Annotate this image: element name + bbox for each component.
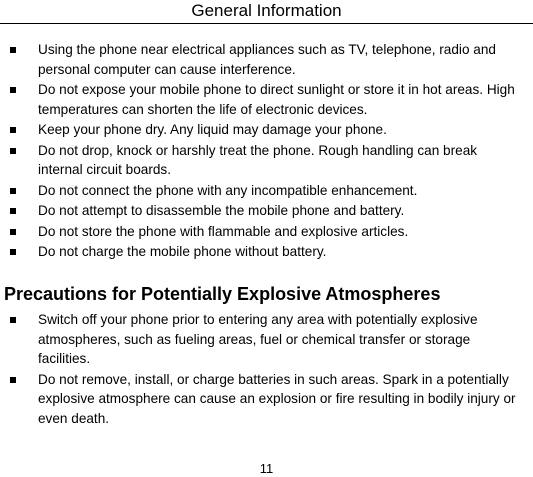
square-bullet-icon [10,229,16,235]
list-item-text: Switch off your phone prior to entering any area with potentially explosive atmospheres, such as fueling areas, fuel or chemical transfer or storage facilities. [38,312,478,366]
list-item-text: Do not charge the mobile phone without battery. [38,244,327,259]
list-item-text: Do not expose your mobile phone to direct sunlight or store it in hot areas. High temperatures can shorten the life of electronic devices. [38,82,515,117]
list-item [0,141,533,180]
page-number: 11 [259,461,274,476]
square-bullet-icon [10,317,16,323]
list-item [0,120,533,140]
page-title: General Information [191,1,342,20]
list-item [0,310,533,369]
page-header [0,0,533,24]
list-item-text: Using the phone near electrical appliances such as TV, telephone, radio and personal computer can cause interference. [38,42,496,77]
list-item-text: Do not store the phone with flammable and explosive articles. [38,223,409,239]
square-bullet-icon [10,249,16,255]
general-information-list [0,40,533,263]
list-item [0,370,533,429]
list-item [0,222,533,242]
square-bullet-icon [10,127,16,133]
square-bullet-icon [10,87,16,93]
square-bullet-icon [10,377,16,383]
list-item-text: Do not remove, install, or charge batteries in such areas. Spark in a potentially explosive atmosphere can cause an explosion or fire resulting in bodily injury or even death. [38,371,516,426]
list-item [0,201,533,221]
list-item [0,40,533,79]
square-bullet-icon [10,47,16,53]
list-item-text: Do not attempt to disassemble the mobile phone and battery. [38,203,405,218]
list-item-text: Do not drop, knock or harshly treat the phone. Rough handling can break internal circuit boards. [38,142,478,177]
precautions-list [0,310,533,429]
list-item [0,80,533,119]
section-heading: Precautions for Potentially Explosive Atmospheres [4,284,441,304]
square-bullet-icon [10,148,16,154]
square-bullet-icon [10,208,16,214]
list-item [0,181,533,201]
list-item [0,242,533,262]
square-bullet-icon [10,188,16,194]
list-item-text: Keep your phone dry. Any liquid may damage your phone. [38,122,387,137]
list-item-text: Do not connect the phone with any incompatible enhancement. [38,182,418,198]
